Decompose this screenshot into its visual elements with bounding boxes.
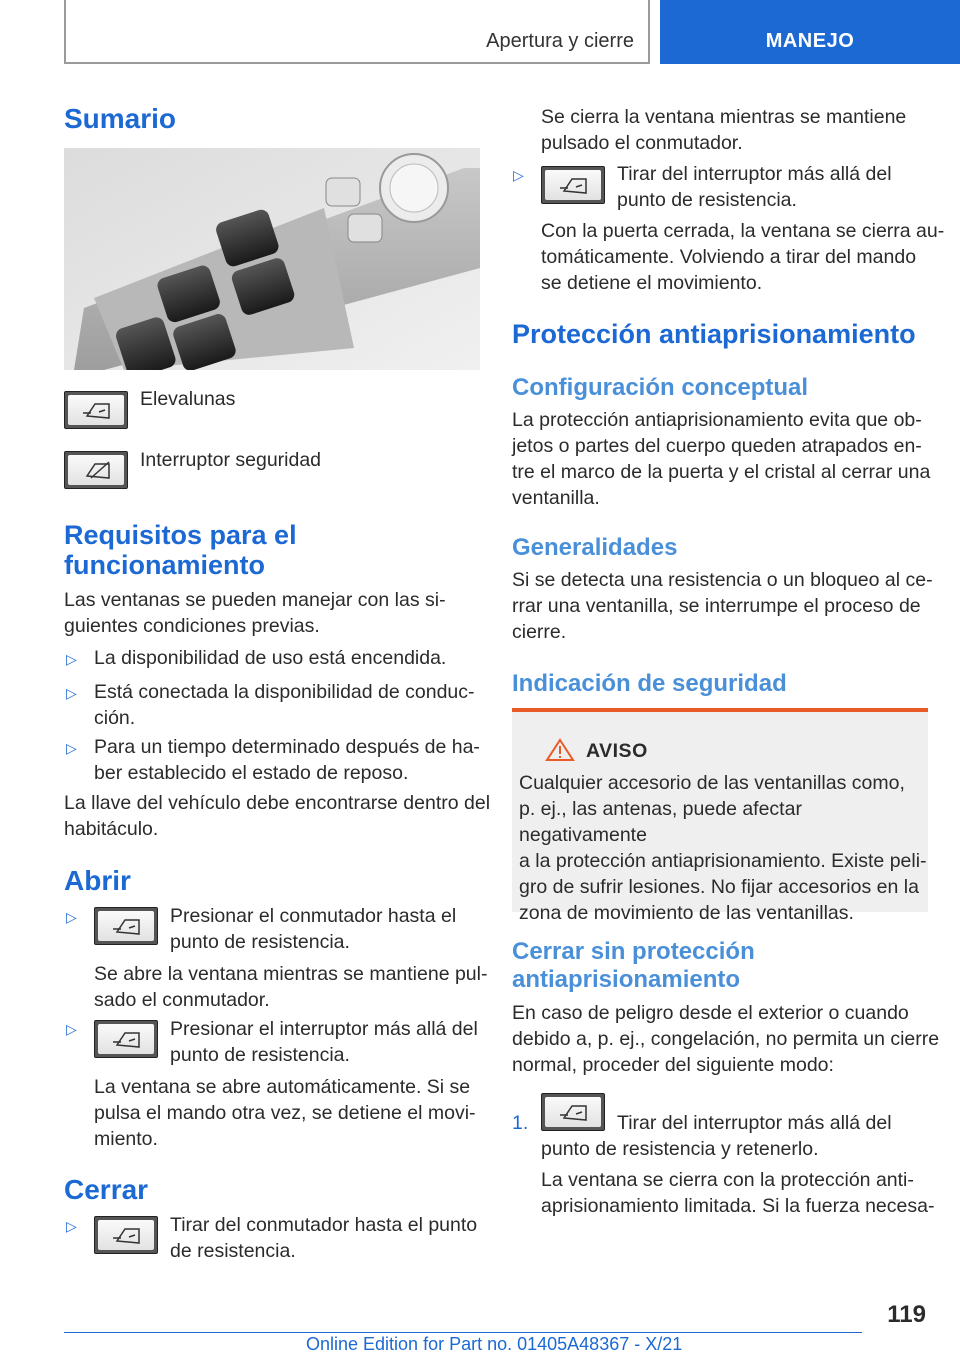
text-line: miento. [94, 1128, 158, 1150]
text-line: Las ventanas se pueden manejar con las si- [64, 589, 446, 611]
text-line: La protección antiaprisionamiento evita que ob- [512, 409, 922, 431]
configuracion-heading: Configuración conceptual [512, 374, 809, 401]
text-line: de resistencia. [170, 1240, 296, 1262]
text-line: Tirar del interruptor más allá del [617, 163, 892, 185]
bullet-item [94, 679, 475, 731]
text-line: La ventana se abre automáticamente. Si se [94, 1076, 471, 1098]
step-number: 1. [512, 1112, 529, 1134]
window-switch-icon [94, 907, 158, 945]
text-line: a la protección antiaprisionamiento. Existe peli- [519, 850, 927, 872]
footer-divider [64, 1332, 862, 1333]
text-line: Presionar el interruptor más allá del [170, 1018, 478, 1040]
cerrar-step2-result [541, 218, 944, 296]
window-lifter-icon [64, 391, 128, 429]
text-line: Tirar del conmutador hasta el punto [170, 1214, 478, 1236]
window-switch-icon [541, 1093, 605, 1131]
cerrar-sin-proteccion-heading [512, 938, 755, 994]
cerrar-sin-proteccion-paragraph [512, 1000, 939, 1078]
icon-label-interruptor: Interruptor seguridad [140, 449, 322, 471]
triangle-bullet-icon: ▷ [66, 685, 77, 701]
window-switch-icon [94, 1216, 158, 1254]
text-line: ción. [94, 707, 136, 729]
bullet-item: La disponibilidad de uso está encendida. [94, 647, 447, 669]
indicacion-heading: Indicación de seguridad [512, 670, 787, 697]
window-switch-icon [541, 166, 605, 204]
step-text [541, 1136, 819, 1162]
text-line: Está conectada la disponibilidad de conduc- [94, 681, 475, 703]
triangle-bullet-icon: ▷ [66, 1218, 77, 1234]
text-line: Presionar el conmutador hasta el [170, 905, 457, 927]
configuracion-paragraph [512, 407, 930, 511]
triangle-bullet-icon: ▷ [66, 909, 77, 925]
text-line: La ventana se cierra con la protección anti- [541, 1169, 914, 1191]
text-line: aprisionamiento limitada. Si la fuerza necesa- [541, 1195, 935, 1217]
requisitos-heading-line1: Requisitos para el [64, 520, 297, 550]
abrir-step1 [170, 903, 456, 955]
cerrar-step2 [617, 161, 892, 213]
text-line: jetos o partes del cuerpo queden atrapados en- [512, 435, 922, 457]
text-line: En caso de peligro desde el exterior o cuando [512, 1002, 909, 1024]
text-line: punto de resistencia. [170, 931, 350, 953]
step-text-line1: Tirar del interruptor más allá del [617, 1112, 892, 1134]
window-switch-icon [94, 1020, 158, 1058]
icon-label-elevalunas: Elevalunas [140, 388, 236, 410]
proteccion-heading: Protección antiaprisionamiento [512, 319, 916, 349]
warning-text [519, 770, 928, 926]
header-section-title: Apertura y cierre [486, 30, 634, 52]
heading-line: Cerrar sin protección [512, 938, 755, 965]
footer-edition: Online Edition for Part no. 01405A48367 - X/21 [306, 1334, 683, 1354]
text-line: tre el marco de la puerta y el cristal al cerrar una [512, 461, 931, 483]
header-chapter-label: MANEJO [765, 30, 855, 52]
page-number: 119 [887, 1301, 926, 1328]
requisitos-intro [64, 587, 446, 639]
step-result [541, 1167, 934, 1219]
safety-switch-icon [64, 451, 128, 489]
text-line: Se abre la ventana mientras se mantiene pul- [94, 963, 488, 985]
requisitos-heading [64, 520, 297, 580]
text-line: La llave del vehículo debe encontrarse dentro del [64, 792, 491, 814]
text-line: punto de resistencia. [617, 189, 797, 211]
abrir-heading: Abrir [64, 865, 131, 896]
key-paragraph [64, 790, 490, 842]
abrir-step2 [170, 1016, 478, 1068]
triangle-bullet-icon: ▷ [66, 651, 77, 667]
text-line: zona de movimiento de las ventanillas. [519, 902, 854, 924]
bullet-item [94, 734, 480, 786]
text-line: pulsado el conmutador. [541, 132, 743, 154]
header-section-box [64, 0, 650, 64]
text-line: p. ej., las antenas, puede afectar negativamente [519, 798, 802, 846]
heading-line: antiaprisionamiento [512, 966, 741, 993]
text-line: punto de resistencia. [170, 1044, 350, 1066]
header-chapter-tab[interactable] [660, 0, 960, 64]
sumario-heading: Sumario [64, 103, 177, 134]
requisitos-heading-line2: funcionamiento [64, 550, 265, 580]
window-switch-photo [64, 148, 480, 370]
text-line: gro de sufrir lesiones. No fijar accesorios en la [519, 876, 919, 898]
cerrar-heading: Cerrar [64, 1174, 149, 1205]
cerrar-step1-result [541, 104, 906, 156]
text-line: ber establecido el estado de reposo. [94, 762, 409, 784]
text-line: Se cierra la ventana mientras se mantiene [541, 106, 907, 128]
text-line: sado el conmutador. [94, 989, 270, 1011]
text-line: Con la puerta cerrada, la ventana se cierra au- [541, 220, 945, 242]
text-line: se detiene el movimiento. [541, 272, 763, 294]
warning-box [512, 708, 928, 924]
triangle-bullet-icon: ▷ [66, 1021, 77, 1037]
text-line: Cualquier accesorio de las ventanillas como, [519, 772, 905, 794]
abrir-step2-result [94, 1074, 476, 1152]
triangle-bullet-icon: ▷ [66, 740, 77, 756]
text-line: punto de resistencia y retenerlo. [541, 1138, 819, 1160]
warning-triangle-icon [545, 738, 575, 762]
generalidades-heading: Generalidades [512, 534, 678, 561]
cerrar-step1 [170, 1212, 477, 1264]
text-line: debido a, p. ej., congelación, no permita un cierre [512, 1028, 940, 1050]
text-line: cierre. [512, 621, 567, 643]
text-line: habitáculo. [64, 818, 159, 840]
generalidades-paragraph [512, 567, 933, 645]
text-line: tomáticamente. Volviendo a tirar del mando [541, 246, 917, 268]
text-line: Para un tiempo determinado después de ha- [94, 736, 480, 758]
warning-title: AVISO [586, 740, 648, 762]
text-line: guientes condiciones previas. [64, 615, 320, 637]
text-line: pulsa el mando otra vez, se detiene el movi- [94, 1102, 476, 1124]
text-line: normal, proceder del siguiente modo: [512, 1054, 834, 1076]
text-line: rrar una ventanilla, se interrumpe el proceso de [512, 595, 921, 617]
triangle-bullet-icon: ▷ [513, 167, 524, 183]
text-line: Si se detecta una resistencia o un bloqueo al ce- [512, 569, 933, 591]
text-line: ventanilla. [512, 487, 600, 509]
abrir-step1-result [94, 961, 487, 1013]
